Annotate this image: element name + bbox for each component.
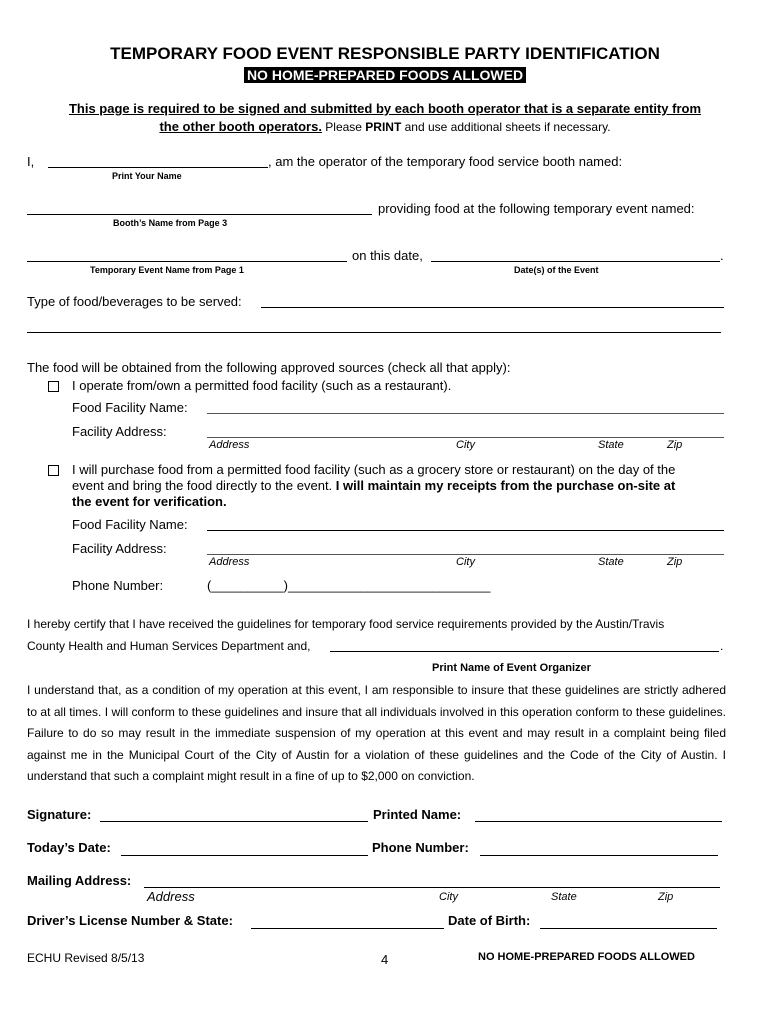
operator-prefix: I,	[27, 154, 35, 169]
facility-name-label-2: Food Facility Name:	[72, 517, 188, 532]
signature-label: Signature:	[27, 807, 92, 822]
addr-caption-address-2: Address	[209, 556, 250, 568]
operator-suffix: , am the operator of the temporary food service booth named:	[268, 154, 623, 169]
booth-name-caption: Booth’s Name from Page 3	[113, 218, 228, 228]
printed-name-label: Printed Name:	[373, 807, 462, 822]
no-home-prepared-banner	[0, 67, 770, 85]
dob-field[interactable]	[540, 928, 717, 929]
mail-caption-zip: Zip	[658, 891, 674, 903]
event-name-caption: Temporary Event Name from Page 1	[90, 265, 244, 275]
food-type-label: Type of food/beverages to be served:	[27, 294, 242, 309]
booth-name-field[interactable]	[27, 214, 372, 215]
license-field[interactable]	[251, 928, 444, 929]
certify-line2: County Health and Human Services Department and,	[27, 639, 311, 653]
facility-address-label-1: Facility Address:	[72, 424, 167, 439]
on-this-date-label: on this date,	[352, 248, 423, 263]
booth-suffix: providing food at the following temporary event named:	[378, 201, 695, 216]
printed-name-field[interactable]	[475, 821, 722, 822]
dob-label: Date of Birth:	[448, 913, 531, 928]
addr-caption-state-2: State	[598, 556, 624, 568]
instructions-bold-1: This page is required to be signed and submitted by each booth operator that is a separate entity from	[68, 101, 702, 116]
event-organizer-caption: Print Name of Event Organizer	[432, 662, 591, 674]
certify-line1: I hereby certify that I have received the guidelines for temporary food service requirements provided by the Austin/Travis	[27, 617, 665, 631]
addr-caption-zip-1: Zip	[667, 439, 683, 451]
option2-line2-bold: I will maintain my receipts from the purchase on-site at	[335, 478, 676, 493]
facility-address-field-1[interactable]	[207, 437, 724, 438]
mailing-address-label: Mailing Address:	[27, 873, 132, 888]
option2-line2	[72, 478, 675, 493]
mail-caption-city: City	[439, 891, 458, 903]
todays-date-label: Today’s Date:	[27, 840, 111, 855]
option2-line3: the event for verification.	[72, 494, 227, 509]
instructions-rest-post: and use additional sheets if necessary.	[401, 120, 611, 134]
footer-note: NO HOME-PREPARED FOODS ALLOWED	[478, 951, 695, 963]
footer-page-number: 4	[381, 952, 389, 967]
option1-label: I operate from/own a permitted food facility (such as a restaurant).	[72, 378, 452, 393]
instructions-print: PRINT	[365, 120, 402, 134]
print-your-name-caption: Print Your Name	[112, 171, 182, 181]
facility-name-field-1[interactable]	[207, 413, 724, 414]
facility-name-label-1: Food Facility Name:	[72, 400, 188, 415]
signature-field[interactable]	[100, 821, 368, 822]
facility-address-field-2[interactable]	[207, 554, 724, 555]
event-date-period: .	[720, 248, 724, 263]
sig-phone-label: Phone Number:	[372, 840, 469, 855]
license-label: Driver’s License Number & State:	[27, 913, 233, 928]
sources-intro: The food will be obtained from the following approved sources (check all that apply):	[27, 360, 511, 375]
phone-label: Phone Number:	[72, 578, 164, 593]
addr-caption-address-1: Address	[209, 439, 250, 451]
footer-revised: ECHU Revised 8/5/13	[27, 951, 145, 965]
todays-date-field[interactable]	[121, 855, 368, 856]
option2-line1: I will purchase food from a permitted food facility (such as a grocery store or restaurant) on the day of the	[72, 462, 676, 477]
option2-checkbox[interactable]	[48, 465, 59, 476]
phone-field[interactable]: (__________)____________________________	[207, 578, 491, 593]
sig-phone-field[interactable]	[480, 855, 718, 856]
addr-caption-state-1: State	[598, 439, 624, 451]
mailing-address-field[interactable]	[144, 887, 720, 888]
instructions-line2	[0, 119, 770, 134]
page-title: TEMPORARY FOOD EVENT RESPONSIBLE PARTY IDENTIFICATION	[110, 44, 660, 63]
addr-caption-city-1: City	[456, 439, 475, 451]
food-type-field[interactable]	[261, 307, 724, 308]
addr-caption-city-2: City	[456, 556, 475, 568]
responsibility-paragraph: I understand that, as a condition of my operation at this event, I am responsible to insure that these guidelines are strictly adhered to at all times. I will conform to these guidelines and insure that all individuals involved in this operation conform to these guidelines. Failure to do so may result in the immediate suspension of my operation at this event and may result in a complaint being filed against me in the Municipal Court of the City of Austin for a violation of these guidelines and the Code of the City of Austin. I understand that such a complaint might result in a fine of up to $2,000 on conviction.	[27, 683, 726, 783]
certify-period: .	[720, 639, 724, 653]
event-date-field[interactable]	[431, 261, 720, 262]
event-date-caption: Date(s) of the Event	[514, 265, 599, 275]
instructions-bold-2: the other booth operators.	[159, 119, 322, 134]
event-name-field[interactable]	[27, 261, 347, 262]
mail-caption-state: State	[551, 891, 577, 903]
mail-caption-address: Address	[147, 889, 195, 904]
banner-text: NO HOME-PREPARED FOODS ALLOWED	[244, 67, 526, 83]
facility-name-field-2[interactable]	[207, 530, 724, 531]
event-organizer-field[interactable]	[330, 651, 719, 652]
food-type-field-2[interactable]	[27, 332, 721, 333]
option1-checkbox[interactable]	[48, 381, 59, 392]
operator-name-field[interactable]	[48, 167, 268, 168]
instructions-line1	[0, 101, 770, 116]
facility-address-label-2: Facility Address:	[72, 541, 167, 556]
addr-caption-zip-2: Zip	[667, 556, 683, 568]
option2-line2-plain: event and bring the food directly to the event.	[72, 478, 336, 493]
instructions-rest-pre: Please	[321, 120, 366, 134]
